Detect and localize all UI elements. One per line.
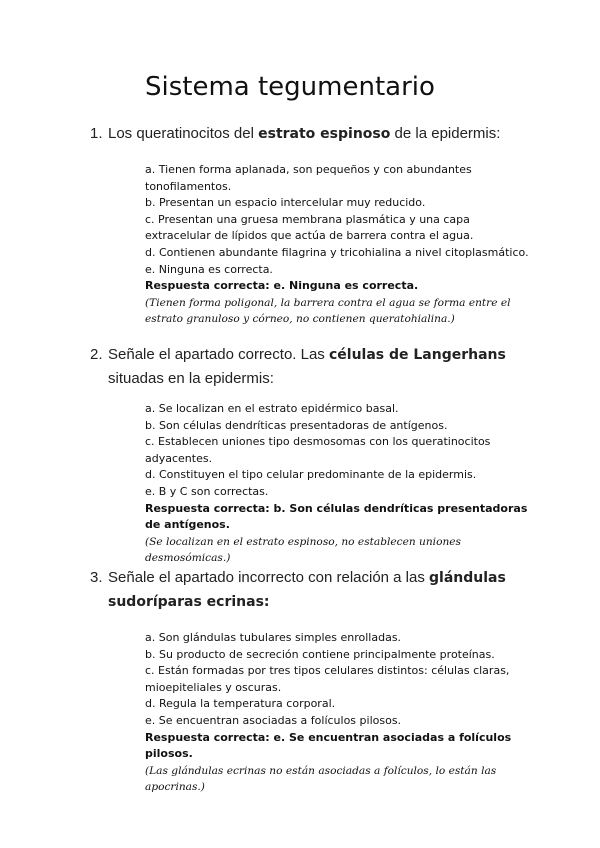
question-keyword: glándulas sudoríparas ecrinas:: [108, 570, 506, 610]
question-keyword: estrato espinoso: [258, 126, 391, 142]
question-2: [90, 343, 530, 391]
option-e: e. Ninguna es correcta.: [145, 262, 273, 276]
option-a: a. Tienen forma aplanada, son pequeños y con abundantes tonofilamentos.: [145, 163, 472, 193]
answer-note: (Se localizan en el estrato espinoso, no establecen uniones desmosómicas.): [145, 535, 461, 565]
answer-note: (Las glándulas ecrinas no están asociadas a folículos, lo están las apocrinas.): [145, 764, 497, 794]
answers-3: [145, 630, 535, 796]
option-c: c. Están formadas por tres tipos celulares distintos: células claras, mioepiteliales y oscuras.: [145, 664, 510, 694]
question-keyword: células de Langerhans: [328, 347, 506, 363]
question-number: 1.: [90, 125, 103, 142]
option-d: d. Regula la temperatura corporal.: [145, 697, 336, 711]
question-number: 2.: [90, 346, 103, 363]
option-a: a. Se localizan en el estrato epidérmico basal.: [145, 402, 399, 415]
answer-note: (Tienen forma poligonal, la barrera contra el agua se forma entre el estrato granuloso y córneo, no contienen queratohialina.): [145, 296, 511, 326]
question-text: [90, 122, 530, 146]
question-number: 3.: [90, 569, 103, 586]
option-a: a. Son glándulas tubulares simples enrolladas.: [145, 631, 402, 644]
question-1: [90, 122, 530, 146]
option-e: e. B y C son correctas.: [145, 484, 269, 498]
answers-1: [145, 162, 535, 328]
correct-answer: Respuesta correcta: b. Son células dendríticas presentadoras de antígenos.: [145, 501, 528, 532]
question-text-start: Señale el apartado correcto. Las: [108, 346, 329, 363]
question-text: [90, 343, 530, 391]
correct-answer: Respuesta correcta: e. Ninguna es correcta.: [145, 279, 419, 293]
option-e: e. Se encuentran asociadas a folículos pilosos.: [145, 713, 402, 727]
question-text-end: situadas en la epidermis:: [108, 370, 274, 387]
option-b: b. Son células dendríticas presentadoras de antígenos.: [145, 418, 448, 432]
option-c: c. Establecen uniones tipo desmosomas con los queratinocitos adyacentes.: [145, 435, 491, 465]
question-text-start: Los queratinocitos del: [108, 125, 259, 142]
question-text-end: de la epidermis:: [390, 125, 501, 142]
question-text-start: Señale el apartado incorrecto con relación a las: [108, 569, 430, 586]
option-b: b. Presentan un espacio intercelular muy reducido.: [145, 196, 426, 210]
option-d: d. Contienen abundante filagrina y tricohialina a nivel citoplasmático.: [145, 245, 529, 259]
page-title: Sistema tegumentario: [145, 72, 435, 102]
question-text: [90, 566, 530, 614]
option-c: c. Presentan una gruesa membrana plasmática y una capa extracelular de lípidos que actúa de barrera contra el agua.: [145, 212, 474, 243]
option-b: b. Su producto de secreción contiene principalmente proteínas.: [145, 647, 495, 661]
question-3: [90, 566, 530, 614]
answers-2: [145, 401, 535, 567]
correct-answer: Respuesta correcta: e. Se encuentran asociadas a folículos pilosos.: [145, 730, 512, 761]
option-d: d. Constituyen el tipo celular predominante de la epidermis.: [145, 468, 477, 482]
